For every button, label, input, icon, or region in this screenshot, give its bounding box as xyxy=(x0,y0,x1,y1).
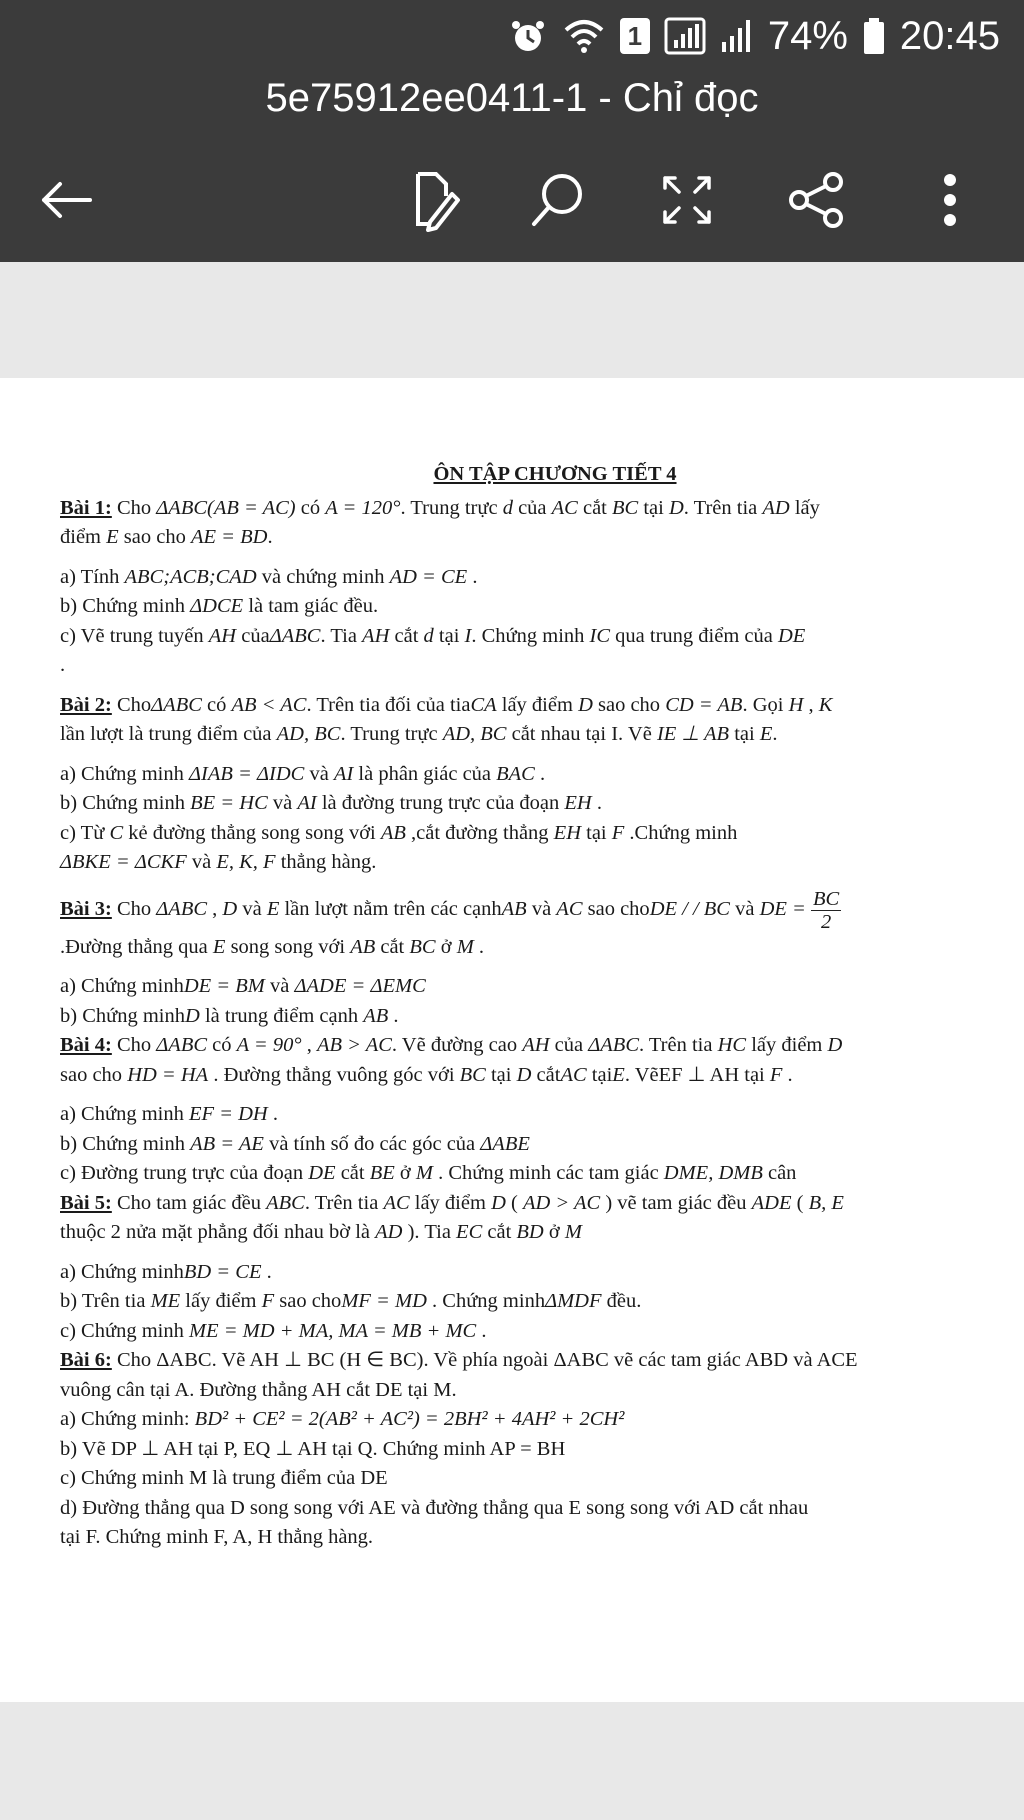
b5-part-a: a) Chứng minhBD = CE . xyxy=(60,1260,272,1283)
share-icon xyxy=(787,170,847,230)
battery-percent: 74% xyxy=(767,13,848,58)
status-bar xyxy=(508,12,1000,60)
alarm-icon xyxy=(508,16,548,56)
more-vert-icon xyxy=(940,170,960,230)
fullscreen-button[interactable] xyxy=(647,160,727,240)
b2-part-c-cont: ΔBKE = ΔCKF và E, K, F thẳng hàng. xyxy=(60,851,377,873)
b5-label: Bài 5: xyxy=(60,1191,112,1214)
document-page[interactable] xyxy=(0,378,1024,1702)
b2-part-a: a) Chứng minh ΔIAB = ΔIDC và AI là phân giác của BAC . xyxy=(60,762,546,785)
b5-part-c: c) Chứng minh ME = MD + MA, MA = MB + MC . xyxy=(60,1319,487,1342)
b6-part-c: c) Chứng minh M là trung điểm của DE xyxy=(60,1467,388,1489)
b4-line2: sao cho HD = HA . Đường thẳng vuông góc với BC tại D cắtAC tạiE. VẽEF ⊥ AH tại F . xyxy=(60,1063,793,1086)
b3-line2: .Đường thẳng qua E song song với AB cắt BC ở M . xyxy=(60,935,485,958)
battery-icon xyxy=(862,16,886,56)
b6-label: Bài 6: xyxy=(60,1349,112,1371)
b6-part-d: d) Đường thẳng qua D song song với AE và đường thẳng qua E song song với AD cắt nhau xyxy=(60,1496,809,1519)
b3-part-b: b) Chứng minhD là trung điểm cạnh AB . xyxy=(60,1004,399,1027)
b2-line1: Bài 2: ChoΔABC có AB < AC. Trên tia đối của tiaCA lấy điểm D sao cho CD = AB. Gọi H , K xyxy=(60,693,833,716)
document-content xyxy=(60,460,970,1553)
signal-sim1-icon xyxy=(664,16,706,56)
b2-part-c: c) Từ C kẻ đường thẳng song song với AB ,cắt đường thẳng EH tại F .Chứng minh xyxy=(60,821,738,844)
b4-line1: Bài 4: Cho ΔABC có A = 90° , AB > AC. Vẽ đường cao AH của ΔABC. Trên tia HC lấy điểm D xyxy=(60,1034,843,1056)
b6-line2: vuông cân tại A. Đường thẳng AH cắt DE tại M. xyxy=(60,1378,457,1401)
more-options-button[interactable] xyxy=(910,160,990,240)
b1-line1: Bài 1: Cho ΔABC(AB = AC) có A = 120°. Trung trực d của AC cắt BC tại D. Trên tia AD lấy xyxy=(60,496,820,519)
b3-label: Bài 3: xyxy=(60,897,112,920)
back-arrow-icon xyxy=(36,170,96,230)
b6-line1: Bài 6: Cho ΔABC. Vẽ AH ⊥ BC (H ∈ BC). Về phía ngoài ΔABC vẽ các tam giác ABD và ACE xyxy=(60,1349,858,1371)
b4-part-b: b) Chứng minh AB = AE và tính số đo các góc của ΔABE xyxy=(60,1132,530,1155)
edit-icon xyxy=(400,168,460,232)
search-icon xyxy=(528,170,588,230)
b6-part-a: a) Chứng minh: BD² + CE² = 2(AB² + AC²) = 2BH² + 4AH² + 2CH² xyxy=(60,1408,625,1430)
back-button[interactable] xyxy=(26,160,106,240)
signal-sim2-icon xyxy=(720,16,754,56)
b5-line1: Bài 5: Cho tam giác đều ABC. Trên tia AC lấy điểm D ( AD > AC ) vẽ tam giác đều ADE ( B, E xyxy=(60,1191,844,1214)
b2-label: Bài 2: xyxy=(60,693,112,716)
b5-line2: thuộc 2 nửa mặt phẳng đối nhau bờ là AD ). Tia EC cắt BD ở M xyxy=(60,1221,582,1243)
toolbar xyxy=(0,160,1024,240)
b1-part-c: c) Vẽ trung tuyến AH củaΔABC. Tia AH cắt d tại I. Chứng minh IC qua trung điểm của DE xyxy=(60,624,806,647)
b2-line2: lần lượt là trung điểm của AD, BC. Trung trực AD, BC cắt nhau tại I. Vẽ IE ⊥ AB tại E. xyxy=(60,723,778,745)
b5-part-b: b) Trên tia ME lấy điểm F sao choMF = MD . Chứng minhΔMDF đều. xyxy=(60,1290,642,1312)
b1-part-b: b) Chứng minh ΔDCE là tam giác đều. xyxy=(60,595,379,617)
wifi-icon xyxy=(562,16,606,56)
share-button[interactable] xyxy=(777,160,857,240)
doc-title: ÔN TẬP CHƯƠNG TIẾT 4 xyxy=(433,463,677,485)
b1-part-a: a) Tính ABC;ACB;CAD và chứng minh AD = CE . xyxy=(60,565,478,588)
b1-line2: điểm E sao cho AE = BD. xyxy=(60,526,273,548)
search-button[interactable] xyxy=(518,160,598,240)
b6-part-b: b) Vẽ DP ⊥ AH tại P, EQ ⊥ AH tại Q. Chứng minh AP = BH xyxy=(60,1437,566,1460)
b4-part-c: c) Đường trung trực của đoạn DE cắt BE ở M . Chứng minh các tam giác DME, DMB cân xyxy=(60,1162,797,1184)
document-title: 5e75912ee0411-1 - Chỉ đọc xyxy=(265,76,759,120)
b2-part-b: b) Chứng minh BE = HC và AI là đường trung trực của đoạn EH . xyxy=(60,792,602,814)
app-header xyxy=(0,0,1024,262)
fraction-bc-over-2: $\frac{BC}{2}$ xyxy=(813,887,840,933)
b1-label: Bài 1: xyxy=(60,496,112,519)
b6-part-d-cont: tại F. Chứng minh F, A, H thẳng hàng. xyxy=(60,1526,374,1548)
clock-time: 20:45 xyxy=(899,13,1000,58)
b3-part-a: a) Chứng minhDE = BM và ΔADE = ΔEMC xyxy=(60,975,426,997)
edit-button[interactable] xyxy=(390,160,470,240)
sim-badge-icon: 1 xyxy=(620,18,650,54)
fullscreen-icon xyxy=(659,172,715,228)
b4-label: Bài 4: xyxy=(60,1034,112,1056)
b4-part-a: a) Chứng minh EF = DH . xyxy=(60,1103,278,1125)
b3-line1: Bài 3: Cho ΔABC , D và E lần lượt nằm trên các cạnhAB và AC sao choDE / / BC và DE = $\frac{BC}{2}$ xyxy=(60,887,840,933)
b1-part-c-end: . xyxy=(60,654,66,676)
